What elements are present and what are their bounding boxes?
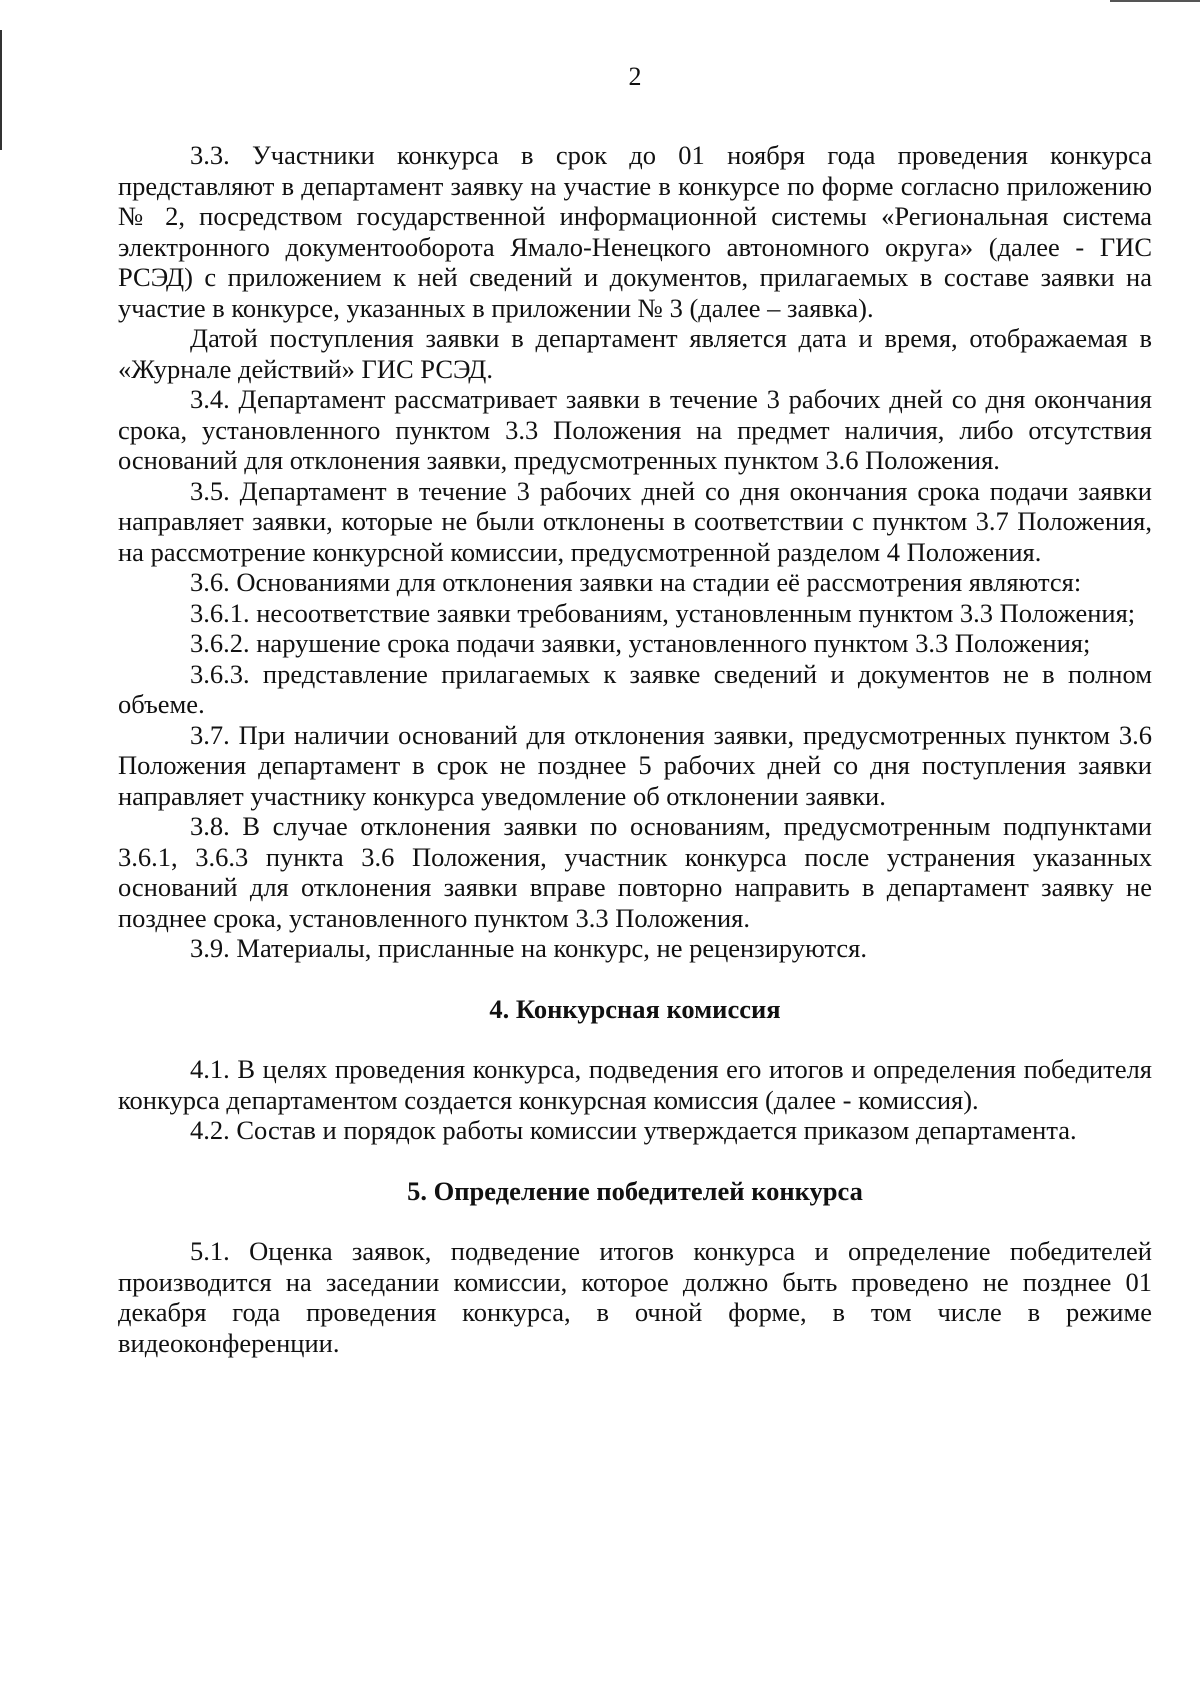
scan-edge-mark-top [1110, 0, 1200, 2]
paragraph-3-7: 3.7. При наличии оснований для отклонения заявки, предусмотренных пунктом 3.6 Положения департамент в срок не позднее 5 рабочих дней со дня поступления заявки направляет участнику конкурса уведомление об отклонении заявки. [118, 719, 1152, 811]
paragraph-3-6-1: 3.6.1. несоответствие заявки требованиям, установленным пунктом 3.3 Положения; [190, 597, 1136, 628]
page-number: 2 [628, 62, 642, 91]
paragraph-3-8: 3.8. В случае отклонения заявки по основаниям, предусмотренным подпунктами 3.6.1, 3.6.3 пункта 3.6 Положения, участник конкурса после устранения указанных оснований для отклонения заявки вправе повторно направить в департамент заявку не позднее срока, установленного пунктом 3.3 Положения. [118, 811, 1152, 933]
paragraph-3-3: 3.3. Участники конкурса в срок до 01 ноября года проведения конкурса представляют в департамент заявку на участие в конкурсе по форме согласно приложению № 2, посредством государственной информационной системы «Региональная система электронного документооборота Ямало-Ненецкого автономного округа» (далее - ГИС РСЭД) с приложением к ней сведений и документов, прилагаемых в составе заявки на участие в конкурсе, указанных в приложении № 3 (далее – заявка). [118, 140, 1152, 323]
paragraph-3-4: 3.4. Департамент рассматривает заявки в течение 3 рабочих дней со дня окончания срока, установленного пунктом 3.3 Положения на предмет наличия, либо отсутствия оснований для отклонения заявки, предусмотренных пунктом 3.6 Положения. [118, 384, 1152, 475]
paragraph-3-6: 3.6. Основаниями для отклонения заявки на стадии её рассмотрения являются: [190, 567, 1082, 597]
section-5-heading: 5. Определение победителей конкурса [407, 1175, 863, 1206]
document-body [118, 140, 1152, 1358]
paragraph-4-2: 4.2. Состав и порядок работы комиссии утверждается приказом департамента. [190, 1115, 1077, 1145]
paragraph-3-3-date: Датой поступления заявки в департамент является дата и время, отображаемая в «Журнале действий» ГИС РСЭД. [118, 323, 1152, 384]
paragraph-3-5: 3.5. Департамент в течение 3 рабочих дней со дня окончания срока подачи заявки направляет заявки, которые не были отклонены в соответствии с пунктом 3.7 Положения, на рассмотрение конкурсной комиссии, предусмотренной разделом 4 Положения. [118, 475, 1152, 567]
paragraph-3-6-2: 3.6.2. нарушение срока подачи заявки, установленного пунктом 3.3 Положения; [190, 628, 1091, 658]
paragraph-4-1: 4.1. В целях проведения конкурса, подведения его итогов и определения победителя конкурса департаментом создается конкурсная комиссия (далее - комиссия). [118, 1054, 1152, 1115]
paragraph-5-1: 5.1. Оценка заявок, подведение итогов конкурса и определение победителей производится на заседании комиссии, которое должно быть проведено не позднее 01 декабря года проведения конкурса, в очной форме, в том числе в режиме видеоконференции. [118, 1236, 1152, 1358]
paragraph-3-9: 3.9. Материалы, присланные на конкурс, не рецензируются. [190, 933, 867, 963]
paragraph-3-6-3: 3.6.3. представление прилагаемых к заявке сведений и документов не в полном объеме. [118, 658, 1152, 719]
section-4-heading: 4. Конкурсная комиссия [489, 993, 781, 1024]
